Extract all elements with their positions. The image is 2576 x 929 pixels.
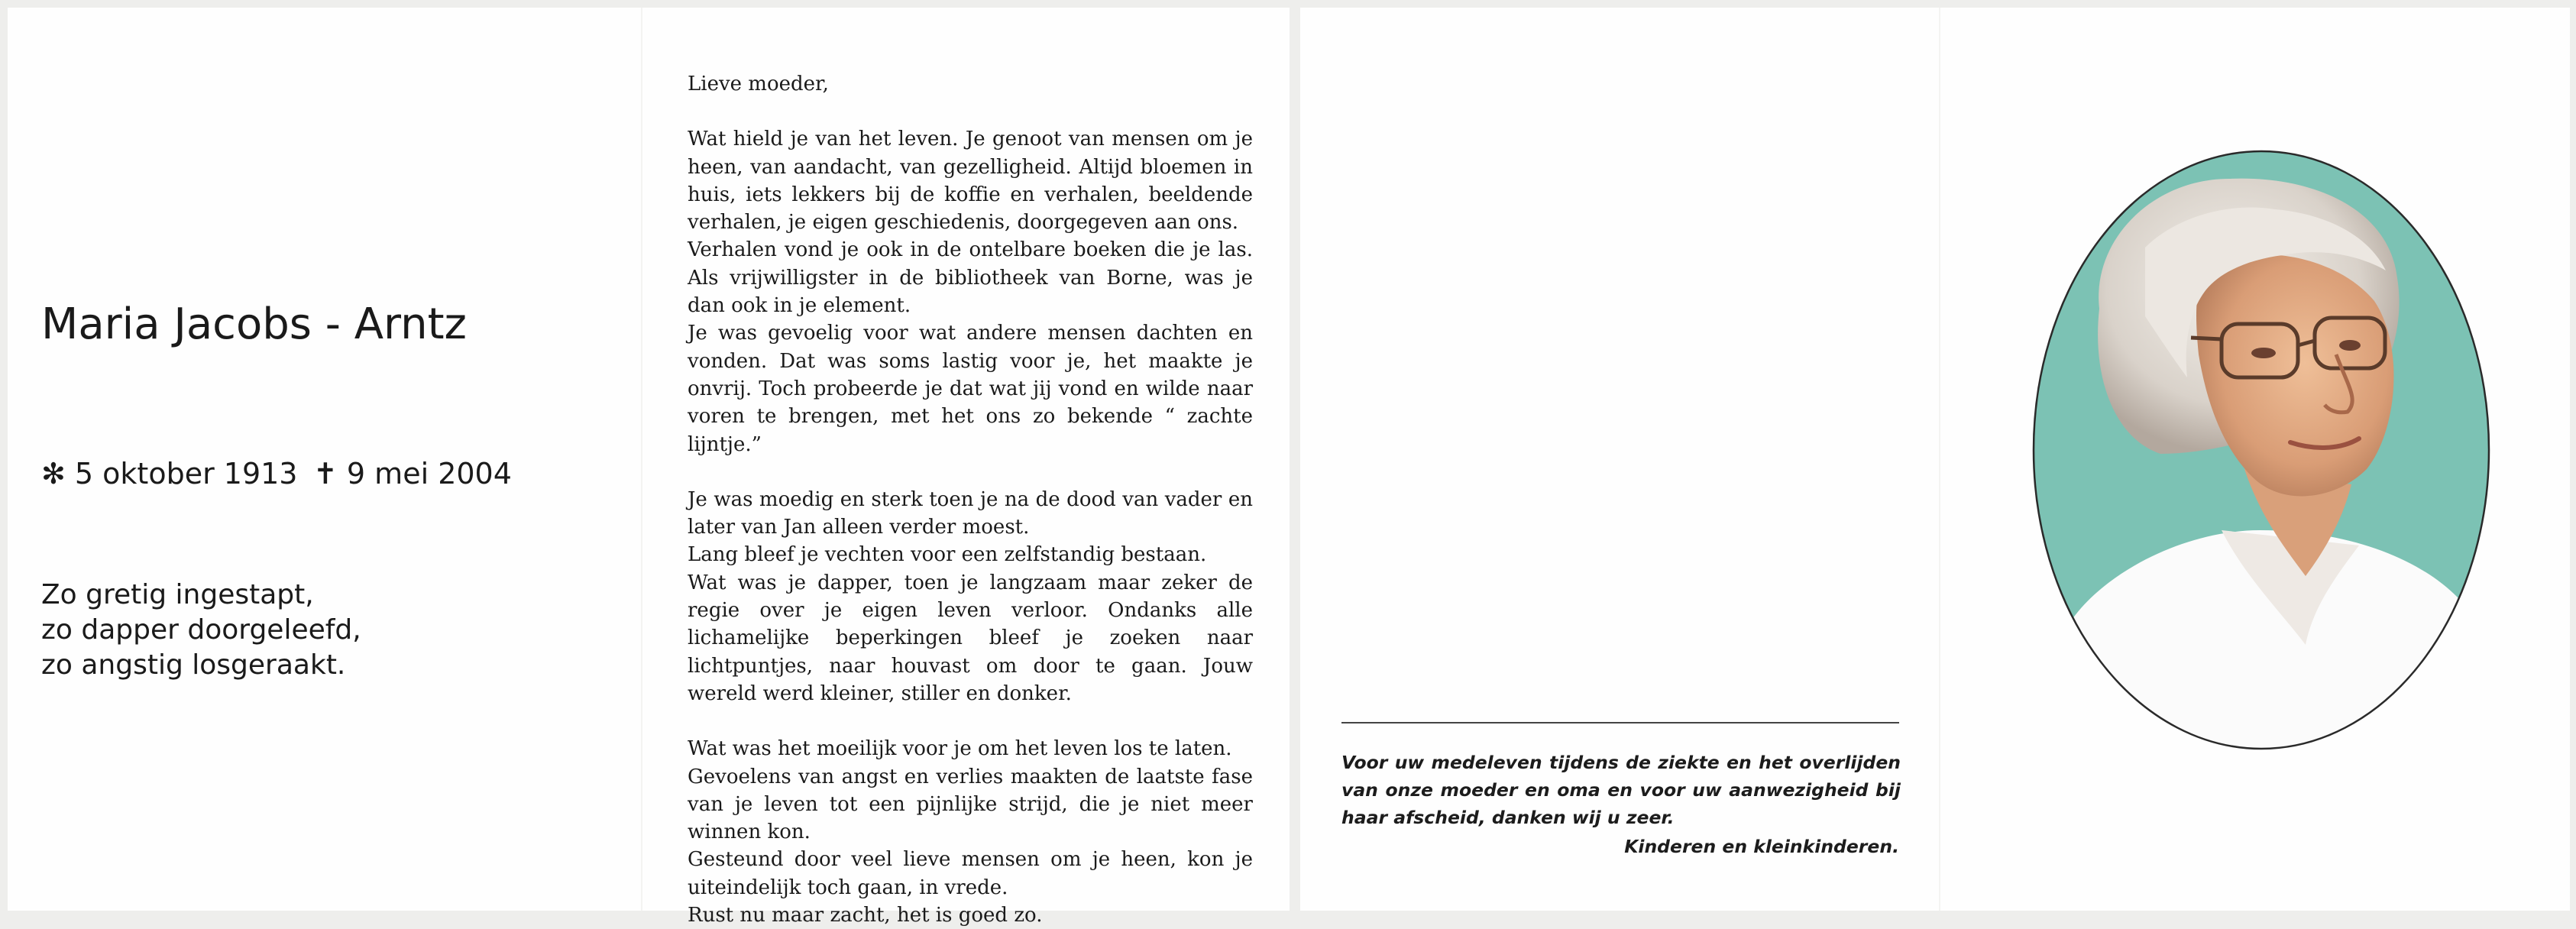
fold-line [641, 8, 642, 911]
letter-paragraph [688, 486, 1253, 707]
fold-line [1939, 8, 1940, 911]
letter-text: Rust nu maar zacht, het is goed zo. [688, 904, 1043, 927]
letter-text: Wat hield je van het leven. Je genoot van mensen om je heen, van aandacht, van gezelligheid. Altijd bloemen in huis, iets lekkers bij de koffie en verhalen, beeldende verhalen, je eigen geschiedenis, doorgegeven aan ons. [688, 128, 1253, 235]
letter [688, 70, 1253, 929]
poem-line: zo dapper doorgeleefd, [41, 614, 361, 646]
letter-salutation: Lieve moeder, [688, 73, 829, 95]
letter-text: Gesteund door veel lieve mensen om je heen, kon je uiteindelijk toch gaan, in vrede. [688, 848, 1253, 899]
divider-line [1341, 722, 1899, 723]
letter-paragraph [688, 735, 1253, 929]
poem-line: Zo gretig ingestapt, [41, 579, 314, 610]
letter-text: Wat was je dapper, toen je langzaam maar zeker de regie over je eigen leven verloor. Ondanks alle lichamelijke beperkingen bleef je zoeken naar lichtpuntjes, naar houvast om door te gaan. Jouw wereld werd kleiner, stiller en donker. [688, 571, 1253, 705]
left-card [8, 8, 1290, 927]
death-date: ✝ 9 mei 2004 [313, 457, 512, 490]
signature: Kinderen en kleinkinderen. [1624, 836, 1899, 857]
letter-paragraph [688, 125, 1253, 458]
portrait-photo [2031, 148, 2492, 752]
poem-line: zo angstig losgeraakt. [41, 649, 346, 681]
letter-text: Verhalen vond je ook in de ontelbare boeken die je las. Als vrijwilligster in de bibliotheek van Borne, was je dan ook in je element. [688, 238, 1253, 318]
thanks-text: Voor uw medeleven tijdens de ziekte en het overlijden van onze moeder en oma en voor uw aanwezigheid bij haar afscheid, danken wij u zeer. [1341, 752, 1901, 828]
letter-text: Wat was het moeilijk voor je om het leven los te laten. [688, 737, 1232, 761]
letter-text: Je was gevoelig voor wat andere mensen dachten en vonden. Dat was soms lastig voor je, het maakte je onvrij. Toch probeerde je dat wat jij vond en wilde naar voren te brengen, met het ons zo bekende “ zachte lijntje.” [688, 322, 1253, 456]
deceased-name: Maria Jacobs - Arntz [41, 299, 467, 349]
poem [41, 578, 576, 683]
birth-date: ✻ 5 oktober 1913 [41, 457, 298, 490]
letter-text: Gevoelens van angst en verlies maakten de laatste fase van je leven tot een pijnlijke strijd, die je niet meer winnen kon. [688, 765, 1253, 844]
letter-text: Je was moedig en sterk toen je na de dood van vader en later van Jan alleen verder moest. [688, 487, 1253, 539]
letter-text: Lang bleef je vechten voor een zelfstandig bestaan. [688, 543, 1207, 567]
